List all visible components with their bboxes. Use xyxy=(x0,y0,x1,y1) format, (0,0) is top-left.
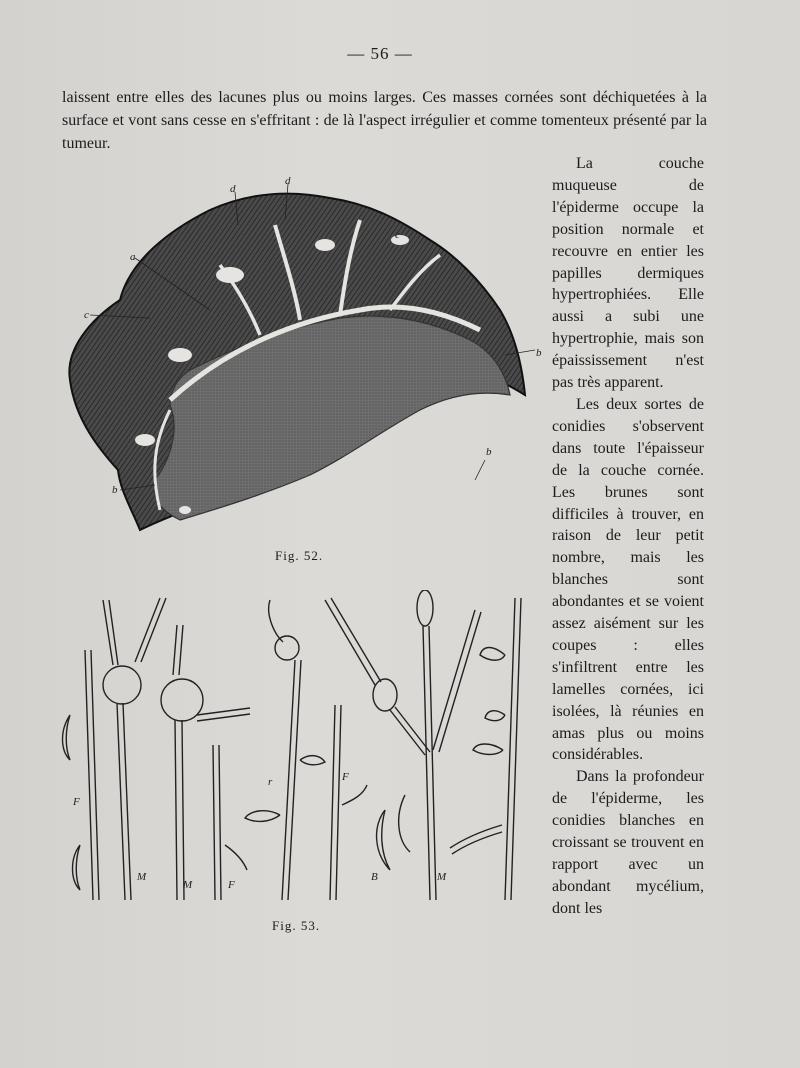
fig52-label-b3: b xyxy=(486,446,492,458)
fig52-label-a: a xyxy=(130,251,136,263)
figure-53-caption: Fig. 53. xyxy=(272,918,321,933)
fig53-label-f1: F xyxy=(73,796,80,808)
column-paragraph-3: Dans la profondeur de l'épiderme, les conidies blanches en croissant se trouvent en rapport avec un abondant mycélium, dont les xyxy=(552,768,704,917)
fig53-label-f2: F xyxy=(228,879,235,891)
fig53-label-m1: M xyxy=(137,871,147,883)
figure-53-mycelium-illustration xyxy=(55,590,535,920)
figure-52-section-illustration xyxy=(60,170,550,540)
right-text-column xyxy=(552,153,704,920)
fig52-label-d2: d xyxy=(285,175,291,187)
fig52-label-b1: b xyxy=(536,347,542,359)
fig53-label-m3: M xyxy=(437,871,447,883)
fig53-label-f3: F xyxy=(342,771,349,783)
figure-52-caption: Fig. 52. xyxy=(275,548,324,563)
fig52-label-d1: d xyxy=(230,183,236,195)
fig52-label-c2: c xyxy=(84,309,89,321)
fig53-label-r: r xyxy=(268,776,273,788)
fig52-label-b2: b xyxy=(112,484,118,496)
column-paragraph-2: Les deux sortes de conidies s'observent dans toute l'épaisseur de la couche cornée. Les brunes sont difficiles à trouver, en raison de leur petit nombre, mais les blanches sont abondantes et se voient assez aisément sur les coupes : elles s'infiltrent entre les lamelles cornées, ici isolées, là réunies en amas plus ou moins considérables. xyxy=(552,395,704,764)
fig53-label-b: B xyxy=(371,871,378,883)
fig52-label-c1: c xyxy=(395,229,400,241)
column-paragraph-1: La couche muqueuse de l'épiderme occupe la position normale et recouvre en entier les papilles dermiques hypertrophiées. Elle aussi a subi une hypertrophie, mais son épaississement n'est pas très apparent. xyxy=(552,155,704,392)
intro-paragraph: laissent entre elles des lacunes plus ou moins larges. Ces masses cornées sont déchiquetées à la surface et vont sans cesse en s'effritant : de là l'aspect irrégulier et comme tomenteux présenté par la tumeur. xyxy=(62,89,707,152)
fig53-label-m2: M xyxy=(183,879,193,891)
page-number: — 56 — xyxy=(347,44,413,63)
